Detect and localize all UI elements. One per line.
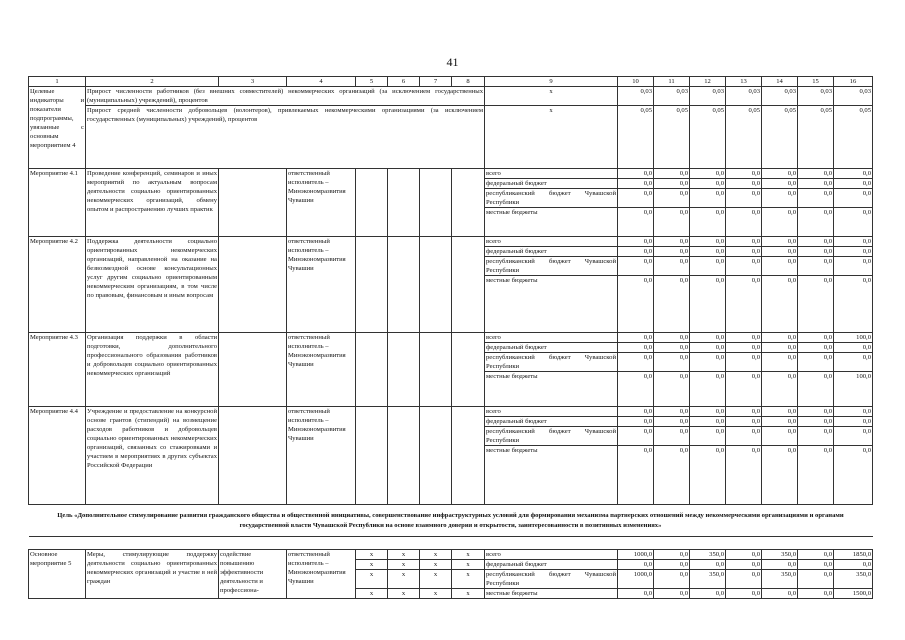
funding-value: 0,0 xyxy=(726,446,762,505)
funding-value: 0,0 xyxy=(654,257,690,276)
funding-value: 0,0 xyxy=(834,179,873,189)
funding-value: 0,0 xyxy=(654,427,690,446)
funding-source: местные бюджеты xyxy=(485,208,618,237)
header-cell: 10 xyxy=(618,77,654,87)
header-cell: 9 xyxy=(485,77,618,87)
budget-code xyxy=(356,407,388,505)
funding-value: 0,0 xyxy=(726,237,762,247)
funding-value: 0,0 xyxy=(834,353,873,372)
funding-value: 0,0 xyxy=(618,208,654,237)
funding-value: 0,0 xyxy=(798,208,834,237)
funding-value: 0,0 xyxy=(834,560,873,570)
main-activity-responsible: ответственный исполнитель – Минэкономразвития Чувашии xyxy=(287,550,356,599)
budget-code: x xyxy=(452,589,485,599)
indicator-x: x xyxy=(485,106,618,169)
funding-value: 0,0 xyxy=(726,169,762,179)
funding-value: 0,0 xyxy=(834,189,873,208)
header-cell: 7 xyxy=(420,77,452,87)
funding-value: 0,0 xyxy=(654,570,690,589)
funding-value: 0,0 xyxy=(762,589,798,599)
funding-value: 0,0 xyxy=(726,276,762,333)
funding-value: 0,0 xyxy=(690,417,726,427)
funding-value: 350,0 xyxy=(762,550,798,560)
funding-value: 0,0 xyxy=(834,343,873,353)
funding-value: 0,0 xyxy=(762,372,798,407)
funding-source: всего xyxy=(485,237,618,247)
funding-value: 1500,0 xyxy=(834,589,873,599)
funding-value: 0,0 xyxy=(618,179,654,189)
funding-value: 0,0 xyxy=(654,208,690,237)
table-row xyxy=(29,537,873,550)
funding-source: федеральный бюджет xyxy=(485,179,618,189)
funding-value: 0,0 xyxy=(690,179,726,189)
funding-value: 0,0 xyxy=(726,247,762,257)
funding-source: всего xyxy=(485,407,618,417)
header-cell: 12 xyxy=(690,77,726,87)
budget-code: x xyxy=(420,550,452,560)
program-table xyxy=(28,76,873,599)
header-cell: 2 xyxy=(86,77,219,87)
budget-code: x xyxy=(356,570,388,589)
funding-value: 0,0 xyxy=(654,417,690,427)
funding-value: 0,0 xyxy=(690,189,726,208)
table-row xyxy=(29,169,873,179)
budget-code xyxy=(420,333,452,407)
funding-value: 0,0 xyxy=(618,257,654,276)
funding-value: 0,0 xyxy=(726,189,762,208)
budget-code: x xyxy=(388,589,420,599)
funding-value: 0,0 xyxy=(762,247,798,257)
funding-value: 0,0 xyxy=(798,372,834,407)
header-cell: 11 xyxy=(654,77,690,87)
activity-description: Организация поддержки в области подготовки, дополнительного профессионального образования работников и добровольцев социально ориентированных некоммерческих организаций xyxy=(86,333,219,407)
budget-code xyxy=(388,407,420,505)
funding-source: республиканский бюджет Чувашской Республики xyxy=(486,354,616,370)
indicator-value: 0,03 xyxy=(798,87,834,106)
budget-code xyxy=(420,407,452,505)
indicator-value: 0,05 xyxy=(834,106,873,169)
funding-value: 0,0 xyxy=(798,417,834,427)
indicator-value: 0,03 xyxy=(618,87,654,106)
funding-value: 0,0 xyxy=(762,407,798,417)
funding-value: 0,0 xyxy=(798,189,834,208)
funding-value: 0,0 xyxy=(798,407,834,417)
funding-value: 0,0 xyxy=(798,353,834,372)
funding-value: 0,0 xyxy=(690,276,726,333)
indicator-text: Прирост средней численности добровольцев (волонтеров), привлекаемых некоммерческими организациями (за исключением государственных (муниципальных) учреждений), процентов xyxy=(86,106,485,169)
activity-responsible: ответственный исполнитель – Минэкономразвития Чувашии xyxy=(287,333,356,407)
funding-value: 0,0 xyxy=(762,237,798,247)
budget-code xyxy=(420,169,452,237)
funding-value: 0,0 xyxy=(618,276,654,333)
funding-value: 0,0 xyxy=(798,570,834,589)
indicator-value: 0,05 xyxy=(726,106,762,169)
funding-value: 0,0 xyxy=(762,257,798,276)
activity-responsible: ответственный исполнитель – Минэкономразвития Чувашии xyxy=(287,169,356,237)
funding-value: 350,0 xyxy=(690,550,726,560)
budget-code xyxy=(420,237,452,333)
header-cell: 16 xyxy=(834,77,873,87)
activity-label: Мероприятие 4.1 xyxy=(29,169,86,237)
header-cell: 15 xyxy=(798,77,834,87)
funding-value: 0,0 xyxy=(834,276,873,333)
funding-value: 0,0 xyxy=(834,427,873,446)
activity-responsible: ответственный исполнитель – Минэкономразвития Чувашии xyxy=(287,407,356,505)
funding-value: 0,0 xyxy=(834,208,873,237)
funding-value: 0,0 xyxy=(726,589,762,599)
funding-value: 0,0 xyxy=(618,589,654,599)
funding-value: 0,0 xyxy=(654,169,690,179)
funding-value: 0,0 xyxy=(690,589,726,599)
funding-value: 0,0 xyxy=(690,343,726,353)
funding-value: 0,0 xyxy=(618,169,654,179)
funding-value: 0,0 xyxy=(726,427,762,446)
funding-value: 350,0 xyxy=(834,570,873,589)
funding-value: 0,0 xyxy=(762,189,798,208)
funding-value: 1850,0 xyxy=(834,550,873,560)
table-row xyxy=(29,407,873,417)
funding-value: 0,0 xyxy=(726,417,762,427)
funding-value: 0,0 xyxy=(690,247,726,257)
activity-description: Учреждение и предоставление на конкурсной основе грантов (стипендий) на возмещение расходов работников и добровольцев социально ориентированных некоммерческих организаций, связанных со стажировками и участием в мероприятиях в других субъектах Российской Федерации xyxy=(86,407,219,505)
funding-value: 0,0 xyxy=(654,589,690,599)
activity-responsible: ответственный исполнитель – Минэкономразвития Чувашии xyxy=(287,237,356,333)
header-cell: 13 xyxy=(726,77,762,87)
budget-code xyxy=(452,407,485,505)
indicator-value: 0,05 xyxy=(762,106,798,169)
funding-source: всего xyxy=(485,550,618,560)
goal-text: Цель «Дополнительное стимулирование развития гражданского общества и общественной инициативы, совершенствование инфраструктурных условий для формирования механизма партнерских отношений между некоммерческими организациями и органами государственной власти Чувашской Республики на основе взаимного доверия и открытости, заинтересованности в позитивных изменениях» xyxy=(29,505,873,537)
funding-value: 0,0 xyxy=(762,446,798,505)
header-cell: 14 xyxy=(762,77,798,87)
funding-value: 0,0 xyxy=(726,550,762,560)
table-row xyxy=(29,87,873,106)
funding-source: федеральный бюджет xyxy=(485,560,618,570)
funding-value: 0,0 xyxy=(654,560,690,570)
budget-code: x xyxy=(452,550,485,560)
funding-value: 0,0 xyxy=(618,417,654,427)
funding-source: федеральный бюджет xyxy=(485,417,618,427)
funding-value: 0,0 xyxy=(798,560,834,570)
indicator-value: 0,03 xyxy=(690,87,726,106)
funding-source: всего xyxy=(485,333,618,343)
main-activity-result: содействие повышению эффективности деятельности и профессиона- xyxy=(219,550,287,599)
budget-code xyxy=(356,333,388,407)
funding-value: 0,0 xyxy=(798,247,834,257)
activity-description: Поддержка деятельности социально ориентированных некоммерческих организаций, направленной на оказание на безвозмездной основе консультационных услуг другим социально ориентированным некоммерческим организациям, в том числе по правовым, финансовым и иным вопросам xyxy=(86,237,219,333)
funding-value: 0,0 xyxy=(834,169,873,179)
budget-code xyxy=(388,237,420,333)
funding-value: 100,0 xyxy=(834,333,873,343)
funding-value: 0,0 xyxy=(834,407,873,417)
table-row xyxy=(29,77,873,87)
indicators-label: Целевые индикаторы и показатели подпрограммы, увязанные с основным мероприятием 4 xyxy=(29,87,86,169)
budget-code: x xyxy=(356,589,388,599)
funding-source: всего xyxy=(485,169,618,179)
funding-value: 0,0 xyxy=(762,560,798,570)
funding-value: 0,0 xyxy=(762,179,798,189)
funding-value: 0,0 xyxy=(762,276,798,333)
funding-value: 350,0 xyxy=(762,570,798,589)
activity-result xyxy=(219,169,287,237)
funding-value: 0,0 xyxy=(762,333,798,343)
main-activity-description: Меры, стимулирующие поддержку деятельности социально ориентированных некоммерческих организаций и участие в ней граждан xyxy=(86,550,219,599)
budget-code: x xyxy=(388,560,420,570)
funding-value: 0,0 xyxy=(762,343,798,353)
funding-value: 0,0 xyxy=(798,179,834,189)
funding-value: 0,0 xyxy=(798,257,834,276)
header-cell: 1 xyxy=(29,77,86,87)
funding-value: 0,0 xyxy=(618,446,654,505)
funding-source: местные бюджеты xyxy=(485,372,618,407)
budget-code: x xyxy=(388,570,420,589)
funding-value: 100,0 xyxy=(834,372,873,407)
funding-value: 0,0 xyxy=(762,208,798,237)
funding-value: 0,0 xyxy=(690,372,726,407)
funding-value: 0,0 xyxy=(762,427,798,446)
funding-value: 0,0 xyxy=(618,237,654,247)
funding-value: 0,0 xyxy=(726,372,762,407)
budget-code: x xyxy=(420,560,452,570)
funding-value: 0,0 xyxy=(654,276,690,333)
funding-value: 0,0 xyxy=(726,343,762,353)
header-cell: 4 xyxy=(287,77,356,87)
funding-value: 0,0 xyxy=(654,247,690,257)
budget-code: x xyxy=(452,570,485,589)
funding-source: федеральный бюджет xyxy=(485,247,618,257)
funding-value: 0,0 xyxy=(798,550,834,560)
indicator-value: 0,03 xyxy=(654,87,690,106)
funding-value: 0,0 xyxy=(834,257,873,276)
funding-value: 0,0 xyxy=(690,446,726,505)
funding-value: 0,0 xyxy=(690,237,726,247)
table-row xyxy=(29,505,873,537)
funding-value: 0,0 xyxy=(834,237,873,247)
funding-value: 0,0 xyxy=(618,372,654,407)
funding-value: 0,0 xyxy=(726,407,762,417)
funding-value: 0,0 xyxy=(762,169,798,179)
funding-value: 1000,0 xyxy=(618,570,654,589)
funding-value: 0,0 xyxy=(618,407,654,417)
funding-value: 0,0 xyxy=(726,208,762,237)
funding-source: федеральный бюджет xyxy=(485,343,618,353)
header-cell: 3 xyxy=(219,77,287,87)
indicator-x: x xyxy=(485,87,618,106)
funding-value: 0,0 xyxy=(798,446,834,505)
funding-value: 0,0 xyxy=(654,407,690,417)
spacer xyxy=(29,537,873,550)
indicator-value: 0,05 xyxy=(798,106,834,169)
activity-label: Мероприятие 4.2 xyxy=(29,237,86,333)
activity-label: Мероприятие 4.4 xyxy=(29,407,86,505)
funding-value: 0,0 xyxy=(834,446,873,505)
budget-code xyxy=(452,333,485,407)
header-cell: 6 xyxy=(388,77,420,87)
budget-code: x xyxy=(452,560,485,570)
funding-value: 0,0 xyxy=(654,343,690,353)
budget-code xyxy=(452,169,485,237)
indicator-value: 0,05 xyxy=(618,106,654,169)
table-row xyxy=(29,237,873,247)
budget-code xyxy=(388,333,420,407)
funding-value: 0,0 xyxy=(654,237,690,247)
funding-value: 0,0 xyxy=(798,589,834,599)
funding-value: 0,0 xyxy=(762,417,798,427)
budget-code xyxy=(356,169,388,237)
funding-value: 0,0 xyxy=(690,353,726,372)
indicator-value: 0,03 xyxy=(726,87,762,106)
activity-description: Проведение конференций, семинаров и иных мероприятий по актуальным вопросам деятельности социально ориентированных некоммерческих организаций, обмену опытом и распространению лучших практик xyxy=(86,169,219,237)
funding-value: 0,0 xyxy=(618,333,654,343)
funding-value: 0,0 xyxy=(618,189,654,208)
funding-source: республиканский бюджет Чувашской Республики xyxy=(486,258,616,274)
funding-value: 0,0 xyxy=(762,353,798,372)
funding-value: 0,0 xyxy=(618,343,654,353)
funding-value: 0,0 xyxy=(798,169,834,179)
funding-value: 0,0 xyxy=(798,333,834,343)
funding-source: местные бюджеты xyxy=(485,446,618,505)
table-row xyxy=(29,106,873,169)
funding-value: 0,0 xyxy=(690,407,726,417)
main-activity-label: Основное мероприятие 5 xyxy=(29,550,86,599)
funding-value: 0,0 xyxy=(726,257,762,276)
funding-value: 0,0 xyxy=(618,353,654,372)
funding-value: 0,0 xyxy=(654,353,690,372)
funding-source: республиканский бюджет Чувашской Республики xyxy=(486,571,616,587)
funding-value: 1000,0 xyxy=(618,550,654,560)
funding-value: 0,0 xyxy=(726,179,762,189)
budget-code: x xyxy=(356,550,388,560)
budget-code: x xyxy=(420,570,452,589)
funding-value: 0,0 xyxy=(690,560,726,570)
funding-value: 0,0 xyxy=(618,560,654,570)
funding-value: 0,0 xyxy=(654,333,690,343)
header-cell: 8 xyxy=(452,77,485,87)
funding-value: 0,0 xyxy=(798,276,834,333)
funding-value: 0,0 xyxy=(834,247,873,257)
funding-value: 0,0 xyxy=(690,257,726,276)
funding-value: 0,0 xyxy=(690,427,726,446)
funding-value: 0,0 xyxy=(654,189,690,208)
funding-value: 0,0 xyxy=(726,353,762,372)
header-cell: 5 xyxy=(356,77,388,87)
funding-value: 0,0 xyxy=(726,560,762,570)
budget-code xyxy=(388,169,420,237)
table-row xyxy=(29,550,873,560)
funding-value: 0,0 xyxy=(690,208,726,237)
budget-code: x xyxy=(420,589,452,599)
funding-source: местные бюджеты xyxy=(485,589,618,599)
indicator-value: 0,05 xyxy=(654,106,690,169)
funding-value: 0,0 xyxy=(654,550,690,560)
funding-value: 0,0 xyxy=(618,427,654,446)
funding-value: 350,0 xyxy=(690,570,726,589)
funding-value: 0,0 xyxy=(690,169,726,179)
budget-code: x xyxy=(356,560,388,570)
funding-source: республиканский бюджет Чувашской Республики xyxy=(486,190,616,206)
table-row xyxy=(29,333,873,343)
funding-value: 0,0 xyxy=(654,446,690,505)
indicator-value: 0,03 xyxy=(762,87,798,106)
funding-value: 0,0 xyxy=(690,333,726,343)
activity-label: Мероприятие 4.3 xyxy=(29,333,86,407)
indicator-value: 0,05 xyxy=(690,106,726,169)
funding-value: 0,0 xyxy=(798,343,834,353)
page-number: 41 xyxy=(446,55,459,69)
activity-result xyxy=(219,237,287,333)
funding-value: 0,0 xyxy=(726,333,762,343)
budget-code xyxy=(356,237,388,333)
funding-value: 0,0 xyxy=(618,247,654,257)
funding-source: местные бюджеты xyxy=(485,276,618,333)
budget-code: x xyxy=(388,550,420,560)
funding-source: республиканский бюджет Чувашской Республики xyxy=(486,428,616,444)
budget-code xyxy=(452,237,485,333)
funding-value: 0,0 xyxy=(726,570,762,589)
activity-result xyxy=(219,407,287,505)
funding-value: 0,0 xyxy=(834,417,873,427)
funding-value: 0,0 xyxy=(798,427,834,446)
indicator-text: Прирост численности работников (без внешних совместителей) некоммерческих организаций (за исключением государственных (муниципальных) учреждений), процентов xyxy=(87,88,483,104)
funding-value: 0,0 xyxy=(654,179,690,189)
indicator-value: 0,03 xyxy=(834,87,873,106)
funding-value: 0,0 xyxy=(654,372,690,407)
funding-value: 0,0 xyxy=(798,237,834,247)
activity-result xyxy=(219,333,287,407)
